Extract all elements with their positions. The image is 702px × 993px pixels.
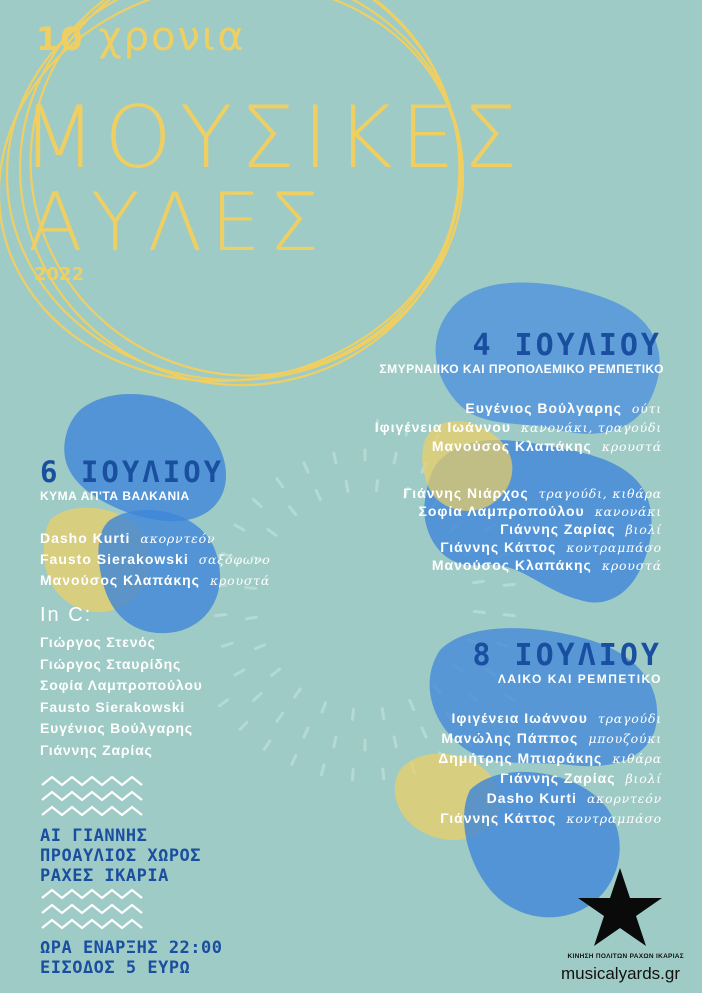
inc-title: In C:: [40, 604, 93, 626]
website-link[interactable]: musicalyards.gr: [560, 964, 680, 983]
july4-performer: Γιάννης Κάττος κοντραμπάσο: [440, 539, 662, 555]
venue-line2: ΠΡΟΑΥΛΙΟΣ ΧΩΡΟΣ: [40, 846, 202, 866]
wave-icon: [42, 777, 142, 815]
july4-performer: Ιφιγένεια Ιωάννου κανονάκι, τραγούδι: [374, 419, 662, 435]
list-item: Σοφία Λαμπροπούλου: [40, 677, 203, 693]
venue-line1: ΑΙ ΓΙΑΝΝΗΣ: [40, 826, 148, 846]
title-line2: ΑΥΛΕΣ: [28, 176, 328, 269]
inc-names-list: [40, 632, 203, 761]
july8-performer: Δημήτρης Μπιαράκης κιθάρα: [438, 750, 662, 766]
july8-date: 8 ΙΟΥΛΙΟΥ: [472, 638, 662, 673]
july4-performer: Γιάννης Ζαρίας βιολί: [500, 521, 662, 537]
title-line1: ΜΟΥΣΙΚΕΣ: [22, 88, 526, 188]
july8-subtitle: ΛΑΙΚΟ ΚΑΙ ΡΕΜΠΕΤΙΚΟ: [497, 672, 662, 686]
july4-performer: Ευγένιος Βούλγαρης ούτι: [465, 400, 662, 416]
july8-performer: Γιάννης Ζαρίας βιολί: [500, 770, 662, 786]
july4-date: 4 ΙΟΥΛΙΟΥ: [472, 328, 662, 363]
venue-block: [40, 826, 201, 886]
july8-performer: Μανώλης Πάππος μπουζούκι: [441, 730, 662, 746]
years-word: χρονια: [98, 14, 246, 60]
venue-line3: ΡΑΧΕΣ ΙΚΑΡΙΑ: [40, 866, 169, 886]
july8-performer: Dasho Kurti ακορντεόν: [486, 790, 662, 806]
list-item: Γιώργος Στενός: [40, 634, 156, 650]
july6-subtitle: ΚΥΜΑ ΑΠ'ΤΑ ΒΑΛΚΑΝΙΑ: [40, 489, 190, 503]
time-entry-block: [40, 938, 223, 978]
july6-performer: Μανούσος Κλαπάκης κρουστά: [40, 572, 271, 588]
start-time: ΩΡΑ ΕΝΑΡΞΗΣ 22:00: [40, 938, 223, 958]
years-number: 10: [36, 20, 85, 58]
july6-performer: Dasho Kurti ακορντεόν: [40, 530, 216, 546]
july4-performer: Σοφία Λαμπροπούλου κανονάκι: [418, 503, 662, 519]
july6-performer: Fausto Sierakowski σαξόφωνο: [40, 551, 271, 567]
wave-icon: [42, 890, 142, 928]
list-item: Γιάννης Ζαρίας: [40, 741, 153, 758]
blob-july6: [44, 394, 226, 633]
july8-performer: Ιφιγένεια Ιωάννου τραγούδι: [451, 710, 662, 726]
list-item: Ευγένιος Βούλγαρης: [40, 720, 193, 736]
july4-performer: Γιάννης Νιάρχος τραγούδι, κιθάρα: [403, 485, 662, 501]
organization-name: ΚΙΝΗΣΗ ΠΟΛΙΤΩΝ ΡΑΧΩΝ ΙΚΑΡΙΑΣ: [567, 953, 684, 960]
july4-subtitle: ΣΜΥΡΝΑΙΙΚΟ ΚΑΙ ΠΡΟΠΟΛΕΜΙΚΟ ΡΕΜΠΕΤΙΚΟ: [379, 362, 664, 376]
list-item: Γιώργος Σταυρίδης: [40, 655, 182, 672]
july8-performer: Γιάννης Κάττος κοντραμπάσο: [440, 810, 662, 826]
list-item: Fausto Sierakowski: [40, 698, 186, 715]
july6-date: 6 ΙΟΥΛΙΟΥ: [40, 455, 225, 489]
july4-performer: Μανούσος Κλαπάκης κρουστά: [431, 557, 662, 573]
anniversary-label: [36, 14, 246, 60]
title-year: 2022: [34, 264, 85, 285]
entry-fee: ΕΙΣΟΔΟΣ 5 ΕΥΡΩ: [40, 958, 191, 978]
july4-performer: Μανούσος Κλαπάκης κρουστά: [431, 438, 662, 454]
